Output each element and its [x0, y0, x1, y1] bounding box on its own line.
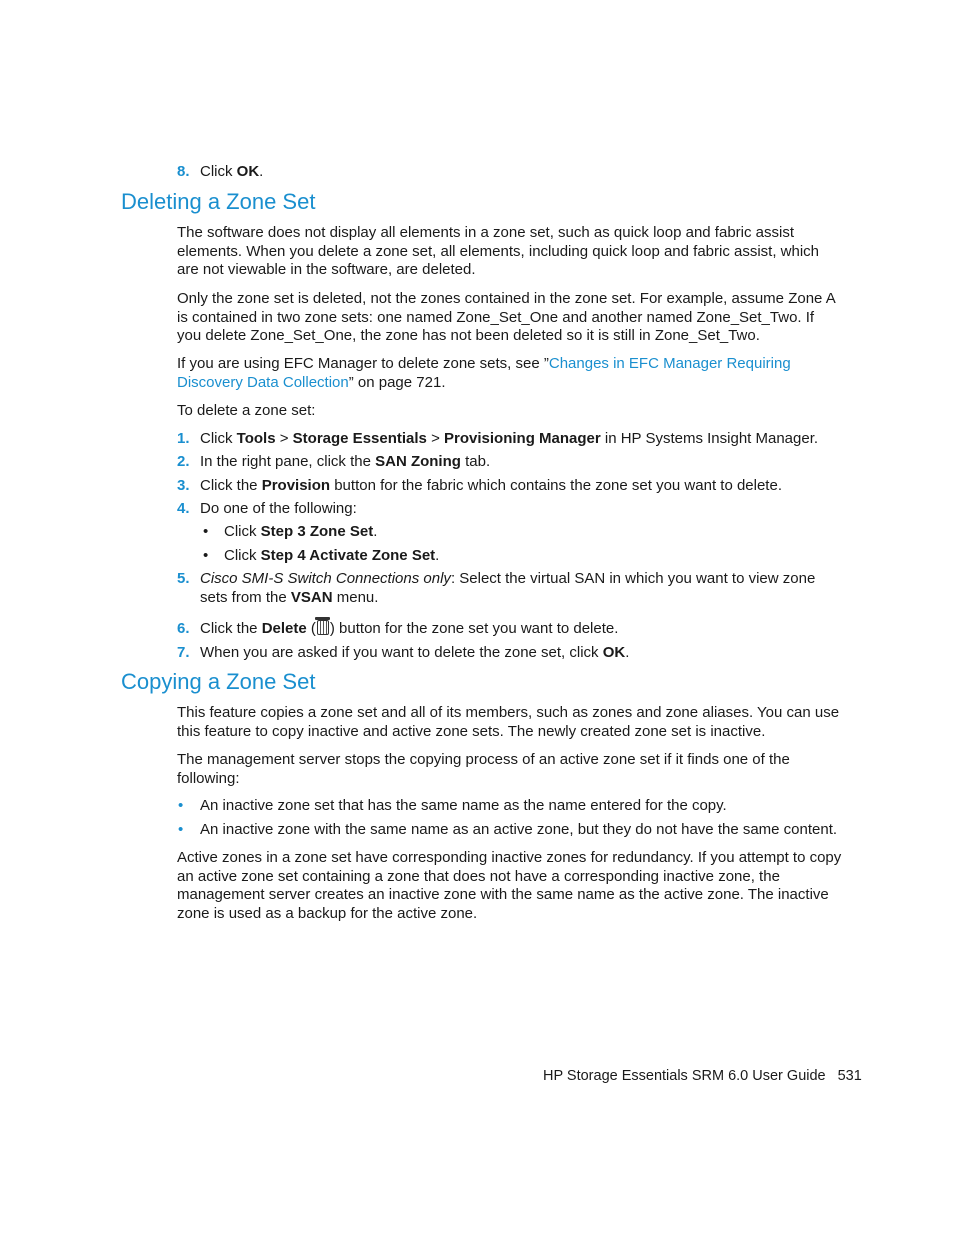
cross-reference-link[interactable]: Changes in EFC Manager Requiring Discovery Data Collection — [177, 355, 791, 391]
page-footer — [543, 1067, 862, 1086]
step-number: 6. — [177, 620, 190, 637]
list-bullet: • — [178, 797, 184, 814]
list-item: An inactive zone with the same name as an active zone, but they do not have the same content. — [200, 821, 838, 838]
step-2-text: In the right pane, click the SAN Zoning tab. — [200, 453, 491, 470]
trash-icon — [317, 620, 329, 635]
step-7-text: When you are asked if you want to delete the zone set, click OK. — [200, 644, 630, 661]
step-number: 4. — [177, 500, 190, 517]
step-number: 7. — [177, 644, 190, 661]
list-bullet: • — [178, 821, 184, 838]
paragraph: The management server stops the copying process of an active zone set if it finds one of the following: — [177, 751, 790, 787]
list-item: An inactive zone set that has the same name as the name entered for the copy. — [200, 797, 727, 814]
step-number: 8. — [177, 163, 190, 180]
paragraph: Active zones in a zone set have corresponding inactive zones for redundancy. If you attempt to copy an active zone set containing a zone that does not have a corresponding inactive zone, the management server creates an inactive zone with the same name as the active zone. The inactive zone is used as a backup for the active zone. — [177, 849, 842, 922]
paragraph: This feature copies a zone set and all of its members, such as zones and zone aliases. You can use this feature to copy inactive and active zone sets. The newly created zone set is inactive. — [177, 704, 840, 740]
step-number: 2. — [177, 453, 190, 470]
step-6-text: Click the Delete ( ) button for the zone set you want to delete. — [200, 620, 619, 637]
step-number: 3. — [177, 477, 190, 494]
paragraph: Only the zone set is deleted, not the zones contained in the zone set. For example, assume Zone A is contained in two zone sets: one named Zone_Set_One and another named Zone_Set_Two. If you delete Zone_Set_One, the zone has not been deleted so it is still in Zone_Set_Two. — [177, 290, 835, 344]
step-5-text: Cisco SMI-S Switch Connections only: Select the virtual SAN in which you want to view zone sets from the VSAN menu. — [200, 570, 816, 606]
paragraph: The software does not display all elements in a zone set, such as quick loop and fabric assist elements. When you delete a zone set, all elements, including quick loop and fabric assist, which are not viewable in the software, are deleted. — [177, 224, 820, 278]
step-1-text: Click Tools > Storage Essentials > Provisioning Manager in HP Systems Insight Manager. — [200, 430, 819, 447]
sub-bullet: • — [203, 547, 209, 564]
footer-guide-title: HP Storage Essentials SRM 6.0 User Guide — [543, 1068, 826, 1084]
step-8-text: Click OK. — [200, 163, 264, 180]
step-number: 5. — [177, 570, 190, 587]
section-heading-deleting: Deleting a Zone Set — [121, 189, 316, 214]
step-3-text: Click the Provision button for the fabric which contains the zone set you want to delete. — [200, 477, 782, 494]
section-heading-copying: Copying a Zone Set — [121, 669, 316, 694]
paragraph: To delete a zone set: — [177, 402, 316, 419]
page-number: 531 — [837, 1068, 862, 1084]
step-number: 1. — [177, 430, 190, 447]
step-4-text: Do one of the following: — [200, 500, 357, 517]
substep-text: Click Step 4 Activate Zone Set. — [224, 547, 440, 564]
paragraph-efc: If you are using EFC Manager to delete zone sets, see ”Changes in EFC Manager Requiring Discovery Data Collection” on page 721. — [177, 355, 791, 391]
sub-bullet: • — [203, 523, 209, 540]
substep-text: Click Step 3 Zone Set. — [224, 523, 378, 540]
